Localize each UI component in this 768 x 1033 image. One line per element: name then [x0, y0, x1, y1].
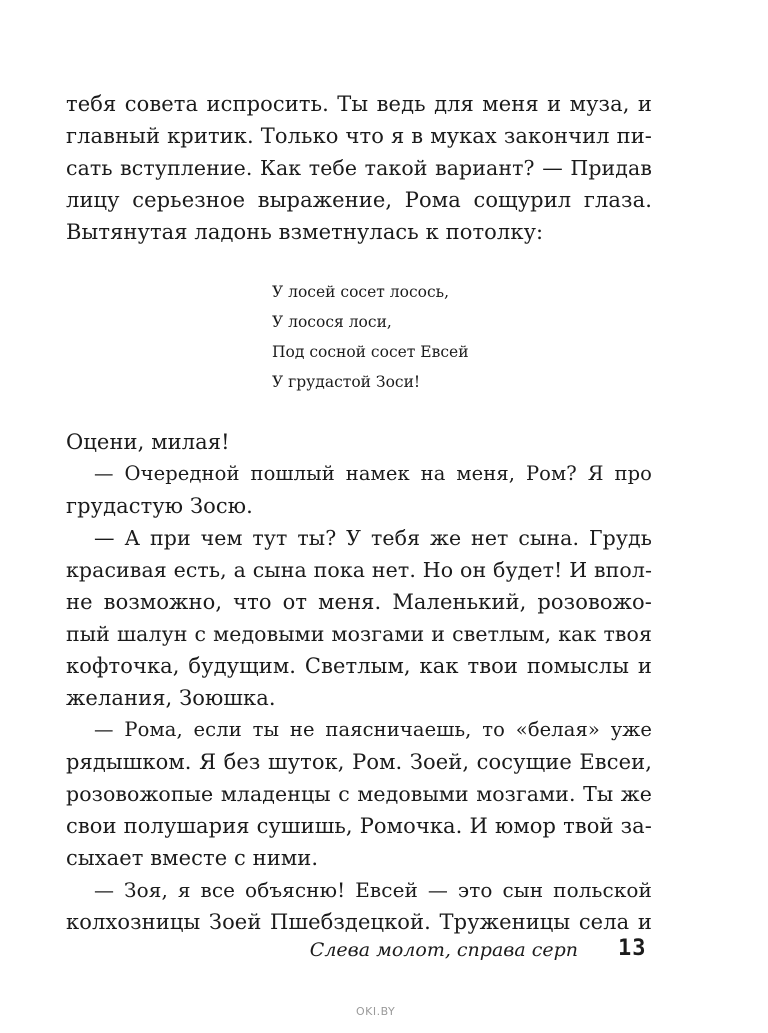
text-line: главный критик. Только что я в муках закончил пи- — [66, 124, 652, 148]
poem-line: У грудастой Зоси! — [272, 373, 421, 391]
text-line: колхозницы Зоей Пшебздецкой. Труженицы села и — [66, 910, 652, 934]
poem-line: У лосося лоси, — [272, 313, 392, 331]
text-line: грудастую Зосю. — [66, 494, 253, 518]
text-line: — Рома, если ты не паясничаешь, то «белая» уже — [94, 718, 652, 741]
running-title: Слева молот, справа серп — [309, 939, 578, 961]
text-line: розовожопые младенцы с медовыми мозгами. Ты же — [66, 782, 652, 806]
text-line: Вытянутая ладонь взметнулась к потолку: — [66, 220, 544, 244]
text-line: — Зоя, я все объясню! Евсей — это сын польской — [94, 878, 652, 902]
text-line: сать вступление. Как тебе такой вариант? — Придав — [66, 156, 652, 180]
dialogue-block — [66, 426, 652, 938]
text-line: желания, Зоюшка. — [66, 686, 276, 710]
poem-block — [272, 277, 572, 397]
text-line: рядышком. Я без шуток, Ром. Зоей, сосущие Евсеи, — [66, 750, 652, 774]
text-line: тебя совета испросить. Ты ведь для меня и муза, и — [66, 92, 652, 116]
text-line: пый шалун с медовыми мозгами и светлым, как твоя — [66, 622, 652, 646]
text-line: не возможно, что от меня. Маленький, розовожо- — [66, 590, 652, 614]
poem-line: Под сосной сосет Евсей — [272, 343, 469, 361]
page-number: 13 — [618, 936, 647, 961]
text-line: кофточка, будущим. Светлым, как твои помыслы и — [66, 654, 652, 678]
text-line: лицу серьезное выражение, Рома сощурил глаза. — [66, 188, 652, 212]
text-line: красивая есть, а сына пока нет. Но он будет! И впол- — [66, 558, 652, 582]
text-line: — А при чем тут ты? У тебя же нет сына. Грудь — [94, 526, 652, 550]
text-line: Оцени, милая! — [66, 430, 230, 454]
top-paragraph — [66, 88, 652, 248]
poem-line: У лосей сосет лосось, — [272, 283, 450, 301]
text-line: свои полушария сушишь, Ромочка. И юмор твой за- — [66, 814, 652, 838]
text-line: сыхает вместе с ними. — [66, 846, 319, 870]
text-line: — Очередной пошлый намек на меня, Ром? Я про — [94, 462, 652, 485]
watermark: OKI.BY — [356, 1005, 396, 1018]
